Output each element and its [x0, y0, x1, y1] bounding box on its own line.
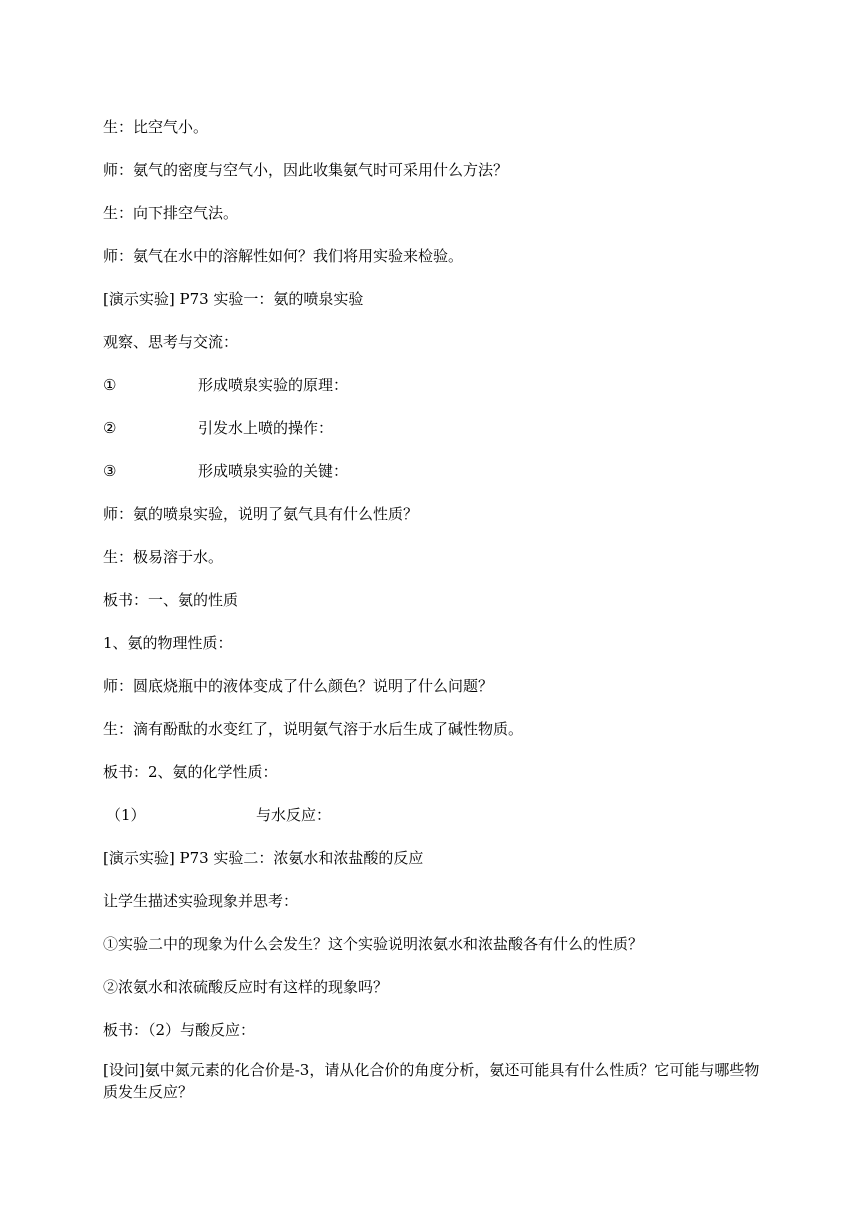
list-text: 形成喷泉实验的原理： [198, 376, 349, 394]
paragraph-observe-discuss: 观察、思考与交流： [103, 333, 239, 351]
list-number: （1） [106, 806, 146, 824]
list-item-2 [103, 418, 333, 438]
paragraph-student-describe: 让学生描述实验现象并思考： [103, 892, 299, 910]
list-item-1 [103, 375, 348, 395]
paragraph-teacher-question-3: 师：氨的喷泉实验，说明了氨气具有什么性质？ [103, 505, 419, 523]
paragraph-board-acid-reaction: 板书：（2）与酸反应： [103, 1021, 256, 1039]
list-number: ② [103, 419, 117, 437]
list-item-3 [103, 461, 348, 481]
list-text: 形成喷泉实验的关键： [198, 462, 349, 480]
paragraph-demo-experiment-1: [演示实验] P73 实验一：氨的喷泉实验 [103, 290, 364, 308]
paragraph-student-answer-3: 生：极易溶于水。 [103, 548, 224, 566]
paragraph-student-answer-4: 生：滴有酚酞的水变红了，说明氨气溶于水后生成了碱性物质。 [103, 720, 524, 738]
paragraph-physical-properties: 1、氨的物理性质： [103, 634, 233, 652]
paragraph-question-2: ②浓氨水和浓硫酸反应时有这样的现象吗？ [103, 978, 389, 996]
paragraph-chemical-properties: 板书：2、氨的化学性质： [103, 763, 278, 781]
list-number: ③ [103, 462, 117, 480]
list-text: 与水反应： [256, 806, 332, 824]
paragraph-teacher-question-4: 师：圆底烧瓶中的液体变成了什么颜色？说明了什么问题？ [103, 677, 494, 695]
paragraph-teacher-question-2: 师：氨气在水中的溶解性如何？我们将用实验来检验。 [103, 247, 464, 265]
paragraph-demo-experiment-2: [演示实验] P73 实验二：浓氨水和浓盐酸的反应 [103, 849, 424, 867]
paragraph-board-heading-1: 板书：一、氨的性质 [103, 591, 239, 609]
paragraph-teacher-question-1: 师：氨气的密度与空气小，因此收集氨气时可采用什么方法？ [103, 161, 509, 179]
paragraph-student-answer-1: 生：比空气小。 [103, 118, 209, 136]
list-number: ① [103, 376, 117, 394]
list-item-water-reaction [106, 805, 331, 825]
paragraph-question-1: ①实验二中的现象为什么会发生？这个实验说明浓氨水和浓盐酸各有什么的性质？ [103, 935, 644, 953]
paragraph-student-answer-2: 生：向下排空气法。 [103, 204, 239, 222]
list-text: 引发水上喷的操作： [198, 419, 334, 437]
paragraph-inquiry: [设问]氨中氮元素的化合价是-3，请从化合价的角度分析，氨还可能具有什么性质？它可能与哪些物质发生反应？ [103, 1061, 760, 1101]
